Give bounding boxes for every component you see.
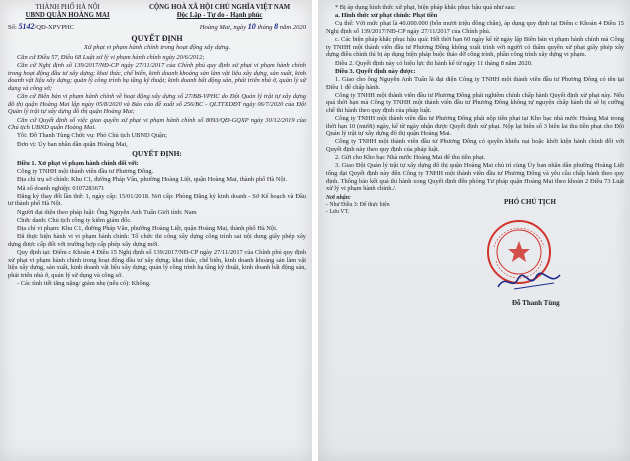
body-paragraph: Người đại diện theo pháp luật: Ông Nguyễn Anh Tuấn Giới tính: Nam bbox=[17, 208, 197, 216]
article-3: Điều 3. Quyết định này được: bbox=[335, 67, 416, 75]
article-1: Điều 1. Xử phạt vi phạm hành chính đối với: bbox=[17, 160, 139, 168]
article-2: Điều 2. Quyết định này có hiệu lực thi hành kể từ ngày 11 tháng 8 năm 2020. bbox=[335, 59, 533, 67]
signer-title: PHÓ CHỦ TỊCH bbox=[504, 198, 556, 207]
recipient-item: - Như Điều 3: Để thực hiện bbox=[326, 202, 390, 209]
document-subtitle: Xử phạt vi phạm hành chính trong hoạt động xây dựng. bbox=[83, 44, 231, 52]
national-motto bbox=[133, 4, 306, 20]
body-paragraph: Mã số doanh nghiệp: 0107283671 bbox=[17, 184, 105, 192]
recipients-heading: Nơi nhận: bbox=[326, 195, 351, 202]
document-title: QUYẾT ĐỊNH bbox=[131, 34, 183, 44]
date-day-handwritten: 10 bbox=[247, 22, 256, 32]
number-code: /QĐ-XPVPHC bbox=[34, 24, 75, 32]
body-paragraph: Cụ thể: Với mức phạt là 40.000.000 (bốn mươi triệu đồng chẵn), áp dụng quy định tại Điểm c Khoản 4 Điều 15 Nghị định số 139/2017/NĐ-CP ngày 27/11/2017 của Chính phủ. bbox=[326, 20, 624, 35]
legal-basis: Căn cứ Điều 57, Điều 68 Luật xử lý vi phạm hành chính ngày 20/6/2012; bbox=[17, 54, 205, 61]
issuing-agency bbox=[8, 4, 127, 20]
number-label: Số: bbox=[8, 24, 17, 32]
agency-district: UBND QUẬN HOÀNG MAI bbox=[25, 12, 110, 20]
body-paragraph: Công ty TNHH một thành viên đầu tư Phương Đông phải nghiêm chỉnh chấp hành Quyết định xử phạt này. Nếu quá thời hạn mà Công ty TNHH một thành viên đầu tư Phương Đông không tự nguyện chấp hành thì sẽ bị cưỡng chế thi hành theo quy định của pháp luật. bbox=[326, 91, 624, 114]
country-name: CỘNG HOÀ XÃ HỘI CHỦ NGHĨA VIỆT NAM bbox=[148, 4, 291, 11]
date-month-label: tháng bbox=[257, 24, 273, 32]
legal-basis: Căn cứ Quyết định số việc giao quyền xử phạt vi phạm hành chính số 8093/QĐ-GQXP ngày 30/12/2019 của Chủ tịch UBND quận Hoàng Mai. bbox=[8, 116, 306, 132]
decision-heading: QUYẾT ĐỊNH: bbox=[132, 149, 182, 159]
body-paragraph: Quy định tại: Điểm c Khoản 4 Điều 15 Nghị định số 139/2017/NĐ-CP ngày 27/11/2017 của Chính phủ quy định xử phạt vi phạm hành chính trong hoạt động đầu tư xây dựng; khai thác, chế biến, kinh doanh khoáng sản làm vật liệu xây dựng, sản xuất, kinh doanh vật liệu xây dựng; quản lý công trình hạ tầng kỹ thuật, kinh doanh bất động sản, phát triển nhà ở, quản lý sử dụng và công sở. bbox=[8, 248, 306, 279]
body-paragraph: Chức danh: Chủ tịch công ty kiêm giám đốc. bbox=[17, 216, 132, 224]
body-paragraph: Công ty TNHH một thành viên đầu tư Phương Đông có quyền khiếu nại hoặc khởi kiện hành chính đối với Quyết định này theo quy định của pháp luật. bbox=[326, 138, 624, 154]
issue-date bbox=[200, 23, 306, 32]
body-paragraph: * Bị áp dụng hình thức xử phạt, biện pháp khắc phục hậu quả như sau: bbox=[335, 4, 516, 11]
signer-name: Đỗ Thanh Tùng bbox=[512, 298, 560, 307]
decision-page-1 bbox=[0, 0, 312, 461]
signature-block bbox=[326, 193, 624, 311]
recipients-list bbox=[326, 195, 390, 216]
body-paragraph: 3. Giao Đội Quản lý trật tự xây dựng đô thị quận Hoàng Mai chủ trì cùng Ủy ban nhân dân phường Hoàng Liệt tống đạt Quyết định này đến Công ty TNHH một thành viên đầu tư Phương Đông và yêu cầu chấp hành theo quy định. Thông báo kết quả thi hành xong Quyết định đến phòng Tư pháp quận Hoàng Mai theo khoản 2 Điều 73 Luật xử lý vi phạm hành chính./. bbox=[326, 162, 624, 193]
document-header bbox=[8, 4, 306, 20]
date-year: năm 2020 bbox=[279, 24, 306, 32]
official-unit: Đơn vị: Ủy ban nhân dân quận Hoàng Mai, bbox=[17, 140, 128, 148]
body-paragraph: a. Hình thức xử phạt chính: Phạt tiền bbox=[335, 12, 438, 20]
number-handwritten: 5142 bbox=[18, 22, 35, 32]
date-prefix: Hoàng Mai, ngày bbox=[199, 24, 247, 32]
official-name: Tôi: Đỗ Thanh Tùng Chức vụ: Phó Chủ tịch UBND Quận; bbox=[17, 132, 167, 140]
decision-number bbox=[8, 23, 74, 32]
country-motto: Độc Lập - Tự do - Hạnh phúc bbox=[176, 12, 263, 20]
legal-basis: Căn cứ Nghị định số 139/2017/NĐ-CP ngày 27/11/2017 của Chính phủ quy định xử phạt vi phạm hành chính trong hoạt động đầu tư xây dựng; khai thác, chế biến, kinh doanh khoáng sản làm vật liệu xây dựng, sản xuất, kinh doanh vật liệu xây dựng; quản lý công trình hạ tầng kỹ thuật; kinh doanh bất động sản, phát triển nhà ở, quản lý sử dụng và công sở; bbox=[8, 62, 306, 92]
page-1-content bbox=[8, 4, 306, 461]
body-paragraph: Đăng ký thay đổi lần thứ: 1, ngày cấp: 15/01/2018. Nơi cấp: Phòng Đăng ký kinh doanh - Sở Kế hoạch và Đầu tư thành phố Hà Nội. bbox=[8, 192, 306, 208]
number-date-row bbox=[8, 23, 306, 32]
body-paragraph: Công ty TNHH một thành viên đầu tư Phương Đông. bbox=[17, 168, 154, 176]
decision-page-2 bbox=[318, 0, 630, 461]
recipient-item: - Lưu VT. bbox=[326, 209, 350, 216]
handwritten-signature-icon bbox=[494, 271, 564, 293]
date-month-handwritten: 8 bbox=[274, 22, 279, 32]
body-paragraph: c. Các biện pháp khắc phục hậu quả: Hết thời hạn 60 ngày kể từ ngày lập Biên bản vi phạm hành chính mà Công ty TNHH một thành viên đầu tư Phương Đông không xuất trình với người có thẩm quyền xử phạt giấy phép xây dựng điều chỉnh thì bị áp dụng biện pháp buộc tháo dỡ công trình, phần công trình xây dựng vi phạm. bbox=[326, 36, 624, 59]
body-paragraph: Địa chỉ vi phạm: Khu C1, đường Pháp Vân, phường Hoàng Liệt, quận Hoàng Mai, thành phố Hà Nội. bbox=[17, 225, 278, 232]
body-paragraph: - Các tình tiết tăng nặng/ giảm nhẹ (nếu có): Không. bbox=[17, 279, 151, 287]
body-paragraph: Đã thực hiện hành vi vi phạm hành chính: Tổ chức thi công xây dựng công trình sai nội dung giấy phép xây dựng được cấp đối với trường hợp cấp phép xây dựng mới. bbox=[8, 233, 306, 248]
page-2-content bbox=[326, 4, 624, 461]
body-paragraph: Công ty TNHH một thành viên đầu tư Phương Đông phải nộp tiền phạt tại Kho bạc nhà nước Hoàng Mai trong thời hạn 10 (mười) ngày, kể từ ngày nhận được Quyết định xử phạt. Nộp lại biên số 3 biên lai thu tiền phạt cho Đội Quản lý trật tự xây dựng đô thị quận Hoàng Mai. bbox=[326, 115, 624, 138]
legal-basis: Căn cứ Biên bản vi phạm hành chính về hoạt động xây dựng số 27/BB-VPHC do Đội Quản lý trật tự xây dựng đô thị quận Hoàng Mai lập ngày 05/8/2020 và Báo cáo đề xuất số 256/BC - QLTTXDĐT ngày 06/7/2020 của Đội Quản lý trật tự xây dựng đô thị quận Hoàng Mai; bbox=[8, 93, 306, 116]
agency-city: THÀNH PHỐ HÀ NỘI bbox=[35, 4, 100, 11]
body-paragraph: 1. Giao cho ông Nguyễn Anh Tuấn là đại diện Công ty TNHH một thành viên đầu tư Phương Đông có tên tại Điều 1 để chấp hành. bbox=[326, 75, 624, 91]
body-paragraph: Địa chỉ trụ sở chính: Khu C1, đường Pháp Vân, phường Hoàng Liệt, quận Hoàng Mai, thành phố Hà Nội. bbox=[17, 176, 288, 184]
body-paragraph: 2. Gửi cho Kho bạc Nhà nước Hoàng Mai để thu tiền phạt. bbox=[335, 154, 486, 162]
